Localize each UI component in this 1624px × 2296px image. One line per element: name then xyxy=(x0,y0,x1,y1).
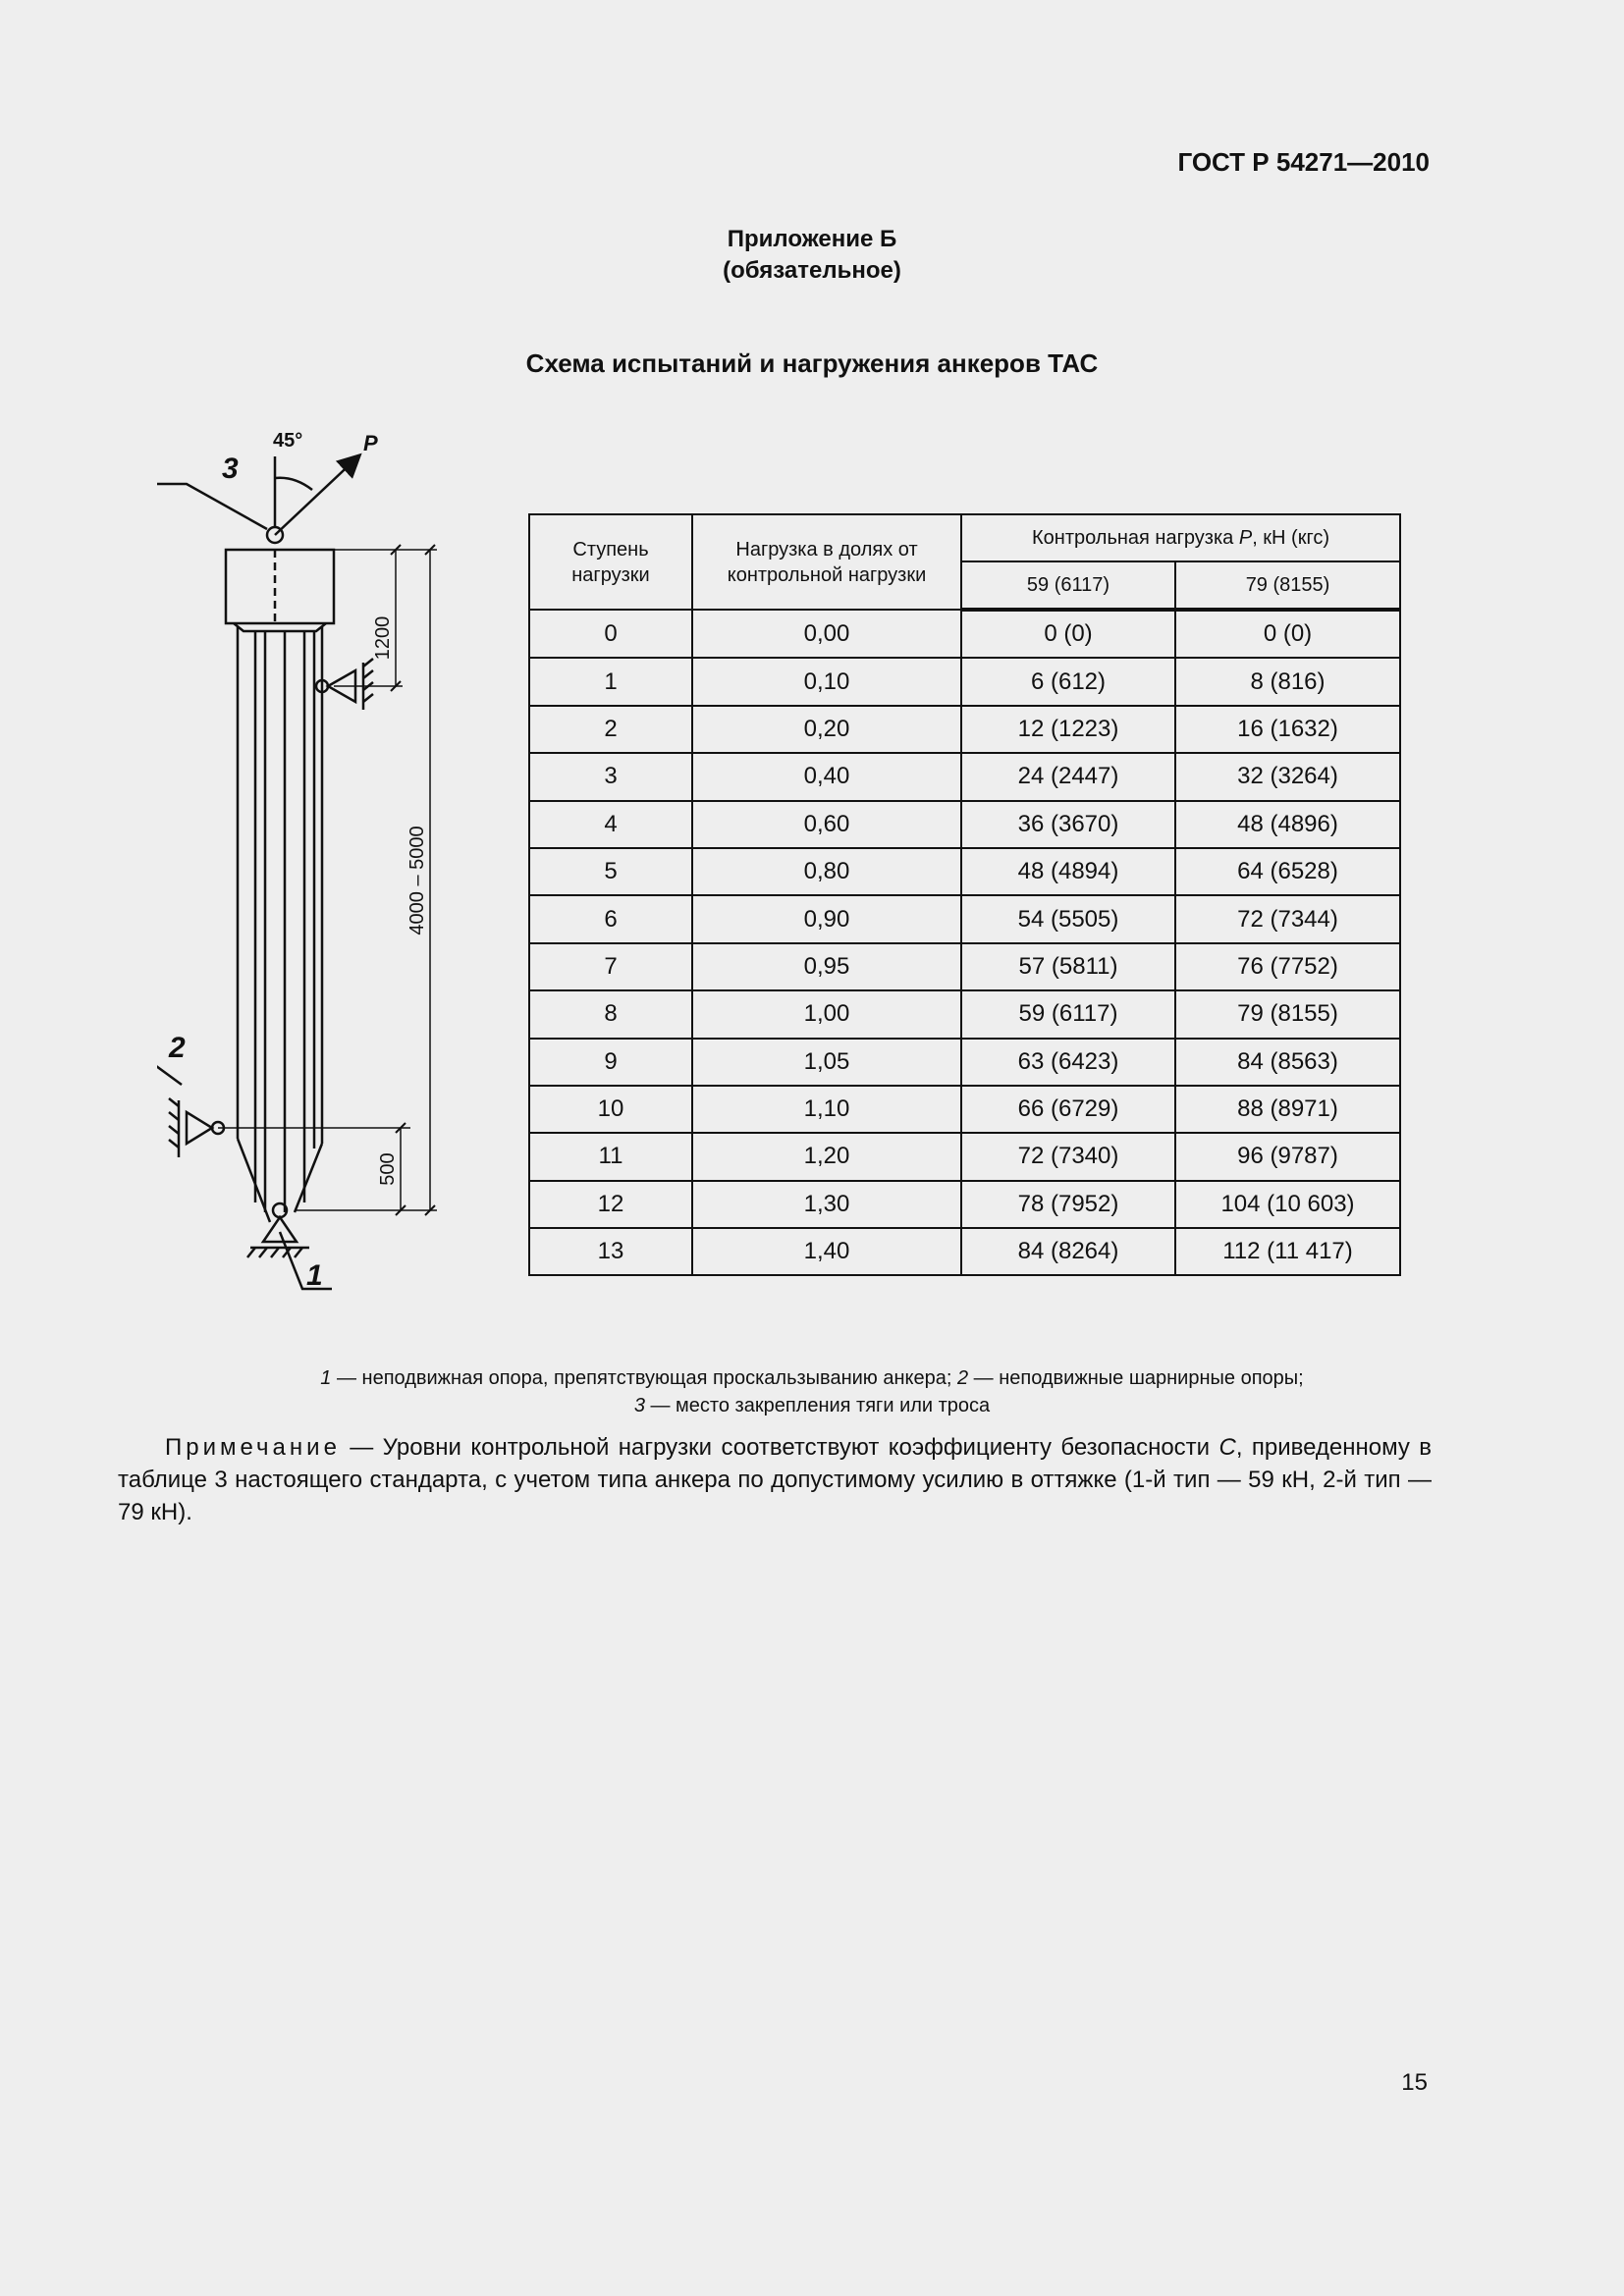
table-body xyxy=(529,610,1400,1275)
angle-label: 45° xyxy=(273,430,303,452)
dim-label-bottom: 500 xyxy=(377,1152,399,1186)
table-row xyxy=(529,848,1400,895)
table-cell: 1,30 xyxy=(692,1181,961,1228)
table-row xyxy=(529,801,1400,848)
table-cell: 1 xyxy=(529,658,692,705)
table-cell: 0 (0) xyxy=(961,610,1175,658)
table-row xyxy=(529,1133,1400,1180)
table-cell: 0,20 xyxy=(692,706,961,753)
table-cell: 0,00 xyxy=(692,610,961,658)
note-label: Примечание xyxy=(165,1434,341,1461)
table-cell: 104 (10 603) xyxy=(1175,1181,1400,1228)
table-cell: 8 (816) xyxy=(1175,658,1400,705)
force-arrow xyxy=(275,456,358,535)
header-control-load: Контрольная нагрузка P, кН (кгс) xyxy=(961,514,1400,561)
subheader-59: 59 (6117) xyxy=(961,561,1175,610)
table-row xyxy=(529,1086,1400,1133)
table-cell: 64 (6528) xyxy=(1175,848,1400,895)
anchor-test-drawing xyxy=(157,417,471,1301)
table-cell: 1,20 xyxy=(692,1133,961,1180)
callout-1: 1 xyxy=(306,1259,323,1292)
dim-label-total: 4000 – 5000 xyxy=(406,826,428,935)
table-cell: 84 (8264) xyxy=(961,1228,1175,1275)
table-cell: 72 (7340) xyxy=(961,1133,1175,1180)
table-cell: 0 (0) xyxy=(1175,610,1400,658)
table-cell: 2 xyxy=(529,706,692,753)
table-cell: 78 (7952) xyxy=(961,1181,1175,1228)
table-cell: 0,40 xyxy=(692,753,961,800)
appendix-status: (обязательное) xyxy=(723,257,901,284)
table-cell: 12 xyxy=(529,1181,692,1228)
left-hinge-support xyxy=(187,1112,212,1144)
table-cell: 11 xyxy=(529,1133,692,1180)
table-cell: 6 (612) xyxy=(961,658,1175,705)
table-cell: 10 xyxy=(529,1086,692,1133)
table-cell: 59 (6117) xyxy=(961,990,1175,1038)
table-cell: 79 (8155) xyxy=(1175,990,1400,1038)
table-row xyxy=(529,753,1400,800)
table-cell: 16 (1632) xyxy=(1175,706,1400,753)
table-cell: 1,05 xyxy=(692,1039,961,1086)
header-stage: Ступень нагрузки xyxy=(529,514,692,610)
table-cell: 36 (3670) xyxy=(961,801,1175,848)
table-cell: 6 xyxy=(529,895,692,942)
table-cell: 48 (4894) xyxy=(961,848,1175,895)
table-cell: 54 (5505) xyxy=(961,895,1175,942)
page-number: 15 xyxy=(1401,2069,1428,2096)
subheader-79: 79 (8155) xyxy=(1175,561,1400,610)
table-cell: 9 xyxy=(529,1039,692,1086)
table-row xyxy=(529,1228,1400,1275)
appendix-title: Приложение Б xyxy=(727,226,897,252)
table-cell: 0 xyxy=(529,610,692,658)
table-cell: 3 xyxy=(529,753,692,800)
table-cell: 0,80 xyxy=(692,848,961,895)
figure-caption: 1 — неподвижная опора, препятствующая проскальзыванию анкера; 2 — неподвижные шарнирные опоры; 3 — место закрепления тяги или троса xyxy=(320,1367,1304,1416)
callout-3: 3 xyxy=(222,453,239,485)
table-cell: 0,90 xyxy=(692,895,961,942)
table-cell: 1,40 xyxy=(692,1228,961,1275)
angle-arc xyxy=(275,478,312,490)
table-cell: 4 xyxy=(529,801,692,848)
table-cell: 88 (8971) xyxy=(1175,1086,1400,1133)
table-cell: 12 (1223) xyxy=(961,706,1175,753)
table-cell: 24 (2447) xyxy=(961,753,1175,800)
table-cell: 63 (6423) xyxy=(961,1039,1175,1086)
load-stages-table xyxy=(528,513,1401,1276)
table-row xyxy=(529,1181,1400,1228)
table-cell: 0,10 xyxy=(692,658,961,705)
table-cell: 5 xyxy=(529,848,692,895)
note-paragraph: Примечание — Уровни контрольной нагрузки соответствуют коэффициенту безопасности С, приведенному в таблице 3 настоящего стандарта, с учетом типа анкера по допустимому усилию в оттяжке (1-й тип — 59 кН, 2-й тип — 79 кН). xyxy=(118,1434,1433,1525)
table-row xyxy=(529,895,1400,942)
table-cell: 96 (9787) xyxy=(1175,1133,1400,1180)
table-cell: 13 xyxy=(529,1228,692,1275)
bottom-support xyxy=(263,1217,297,1242)
table-row xyxy=(529,610,1400,658)
table-cell: 32 (3264) xyxy=(1175,753,1400,800)
table-cell: 112 (11 417) xyxy=(1175,1228,1400,1275)
table-cell: 0,95 xyxy=(692,943,961,990)
table-row xyxy=(529,658,1400,705)
table-cell: 66 (6729) xyxy=(961,1086,1175,1133)
table-row xyxy=(529,1039,1400,1086)
table-cell: 84 (8563) xyxy=(1175,1039,1400,1086)
table-cell: 1,10 xyxy=(692,1086,961,1133)
table-cell: 76 (7752) xyxy=(1175,943,1400,990)
table-cell: 48 (4896) xyxy=(1175,801,1400,848)
force-label: P xyxy=(363,431,378,455)
table-cell: 1,00 xyxy=(692,990,961,1038)
header-fraction: Нагрузка в долях от контрольной нагрузки xyxy=(692,514,961,610)
scheme-title: Схема испытаний и нагружения анкеров ТАС xyxy=(525,348,1099,378)
callout-2: 2 xyxy=(169,1032,186,1064)
table-row xyxy=(529,990,1400,1038)
anchor-head xyxy=(226,550,334,623)
table-cell: 8 xyxy=(529,990,692,1038)
table-row xyxy=(529,943,1400,990)
dim-label-top: 1200 xyxy=(372,615,394,661)
table-cell: 7 xyxy=(529,943,692,990)
document-code: ГОСТ Р 54271—2010 xyxy=(1177,147,1430,177)
table-cell: 57 (5811) xyxy=(961,943,1175,990)
table-cell: 72 (7344) xyxy=(1175,895,1400,942)
table-row xyxy=(529,706,1400,753)
table-cell: 0,60 xyxy=(692,801,961,848)
